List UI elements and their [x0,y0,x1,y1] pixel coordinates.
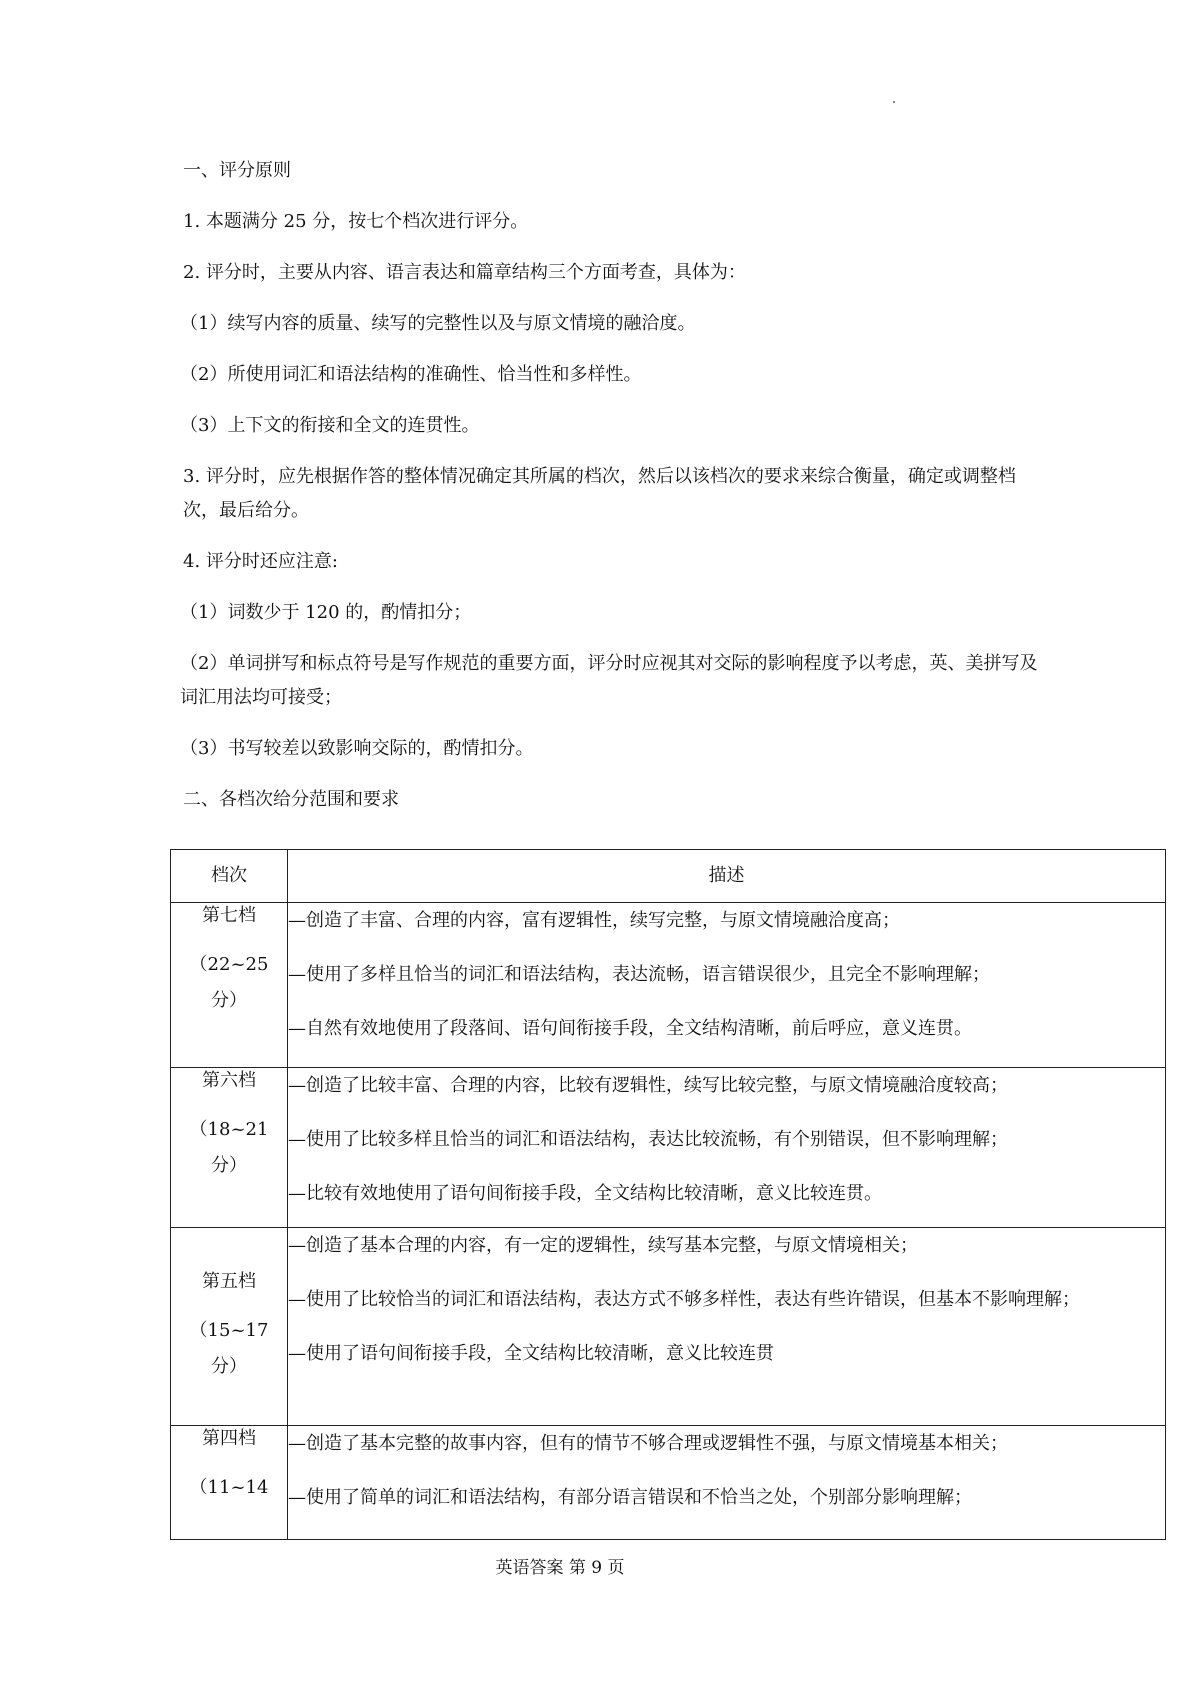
description-item: —创造了丰富、合理的内容，富有逻辑性，续写完整，与原文情境融洽度高； [288,910,900,931]
principle-2-item-1: （1）续写内容的质量、续写的完整性以及与原文情境的融洽度。 [180,313,696,334]
description-item: —使用了比较恰当的词汇和语法结构，表达方式不够多样性，表达有些许错误，但基本不影响理解； [288,1289,1080,1310]
principle-1: 1. 本题满分 25 分，按七个档次进行评分。 [183,211,529,232]
description-item: —比较有效地使用了语句间衔接手段，全文结构比较清晰，意义比较连贯。 [288,1183,882,1204]
level-cell [171,903,288,1068]
principle-2-item-3: （3）上下文的衔接和全文的连贯性。 [180,415,480,436]
level-range: （18~21分） [189,1119,269,1176]
description-item: —使用了语句间衔接手段，全文结构比较清晰，意义比较连贯 [288,1343,774,1364]
level-name: 第四档 [202,1428,256,1449]
table-row [171,1426,1166,1540]
section-heading-1: 一、评分原则 [183,160,291,181]
table-row [171,1068,1166,1228]
description-item: —创造了基本完整的故事内容，但有的情节不够合理或逻辑性不强，与原文情境基本相关； [288,1433,1008,1454]
principle-4-item-1: （1）词数少于 120 的，酌情扣分； [180,602,472,623]
level-cell [171,1426,288,1540]
description-item: —自然有效地使用了段落间、语句间衔接手段，全文结构清晰，前后呼应，意义连贯。 [288,1018,972,1039]
principle-4-item-2: （2）单词拼写和标点符号是写作规范的重要方面，评分时应视其对交际的影响程度予以考虑，英、美拼写及词汇用法均可接受； [180,653,1038,708]
section-heading-2: 二、各档次给分范围和要求 [183,789,399,810]
description-item: —创造了比较丰富、合理的内容，比较有逻辑性，续写比较完整，与原文情境融洽度较高； [288,1075,1008,1096]
scan-speck [893,101,895,103]
principle-3: 3. 评分时，应先根据作答的整体情况确定其所属的档次，然后以该档次的要求来综合衡量，确定或调整档次，最后给分。 [183,466,1016,521]
level-cell [171,1068,288,1228]
principle-2: 2. 评分时，主要从内容、语言表达和篇章结构三个方面考查，具体为： [183,262,746,283]
level-name: 第七档 [202,905,256,926]
level-name: 第五档 [202,1270,256,1292]
description-cell [288,1426,1166,1540]
page-footer: 英语答案 第 9 页 [495,1558,625,1578]
table-row [171,1228,1166,1426]
principle-2-item-2: （2）所使用词汇和语法结构的准确性、恰当性和多样性。 [180,364,642,385]
level-cell [171,1228,288,1426]
description-cell [288,1228,1166,1426]
level-range: （11~14 [189,1477,269,1498]
level-range: （15~17分） [189,1319,269,1377]
principle-4-item-3: （3）书写较差以致影响交际的，酌情扣分。 [180,738,534,759]
level-name: 第六档 [202,1070,256,1091]
grading-table [170,849,1166,1540]
description-item: —使用了多样且恰当的词汇和语法结构，表达流畅，语言错误很少，且完全不影响理解； [288,964,990,985]
table-row [171,903,1166,1068]
header-level: 档次 [171,850,288,903]
level-range: （22~25分） [189,954,269,1011]
principle-4: 4. 评分时还应注意: [183,551,338,572]
description-item: —使用了简单的词汇和语法结构，有部分语言错误和不恰当之处，个别部分影响理解； [288,1487,972,1508]
description-cell [288,903,1166,1068]
header-description: 描述 [288,850,1166,903]
description-cell [288,1068,1166,1228]
scoring-principles-section [180,154,1083,834]
description-item: —创造了基本合理的内容，有一定的逻辑性，续写基本完整，与原文情境相关； [288,1235,918,1256]
description-item: —使用了比较多样且恰当的词汇和语法结构，表达比较流畅，有个别错误，但不影响理解； [288,1129,1008,1150]
table-header-row [171,850,1166,903]
